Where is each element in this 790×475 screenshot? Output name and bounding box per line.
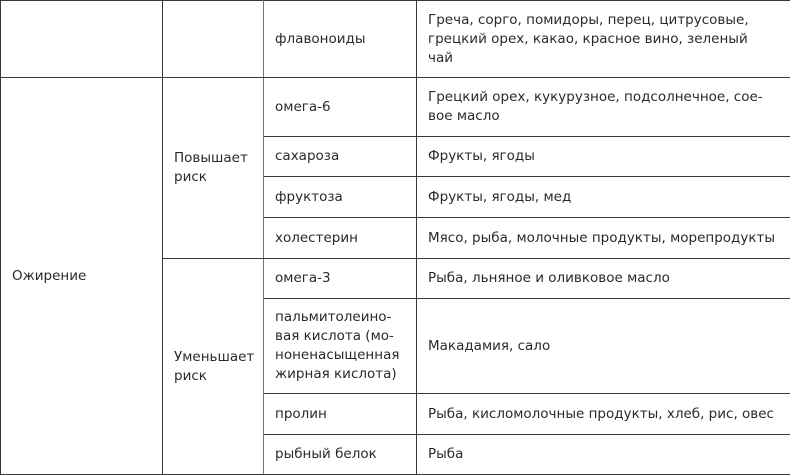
effect-cell-increase: [163, 78, 264, 259]
substance-label: омега-3: [275, 270, 331, 286]
substance-label: холестерин: [275, 229, 358, 246]
substance-label: сахароза: [275, 148, 340, 164]
substance-cell: [264, 78, 417, 137]
sources-line: Греча, сорго, помидоры, перец, цитрусовые,: [428, 11, 749, 28]
table-row: [1, 1, 790, 78]
sources-cell: [417, 259, 790, 299]
condition-cell-empty: [1, 1, 163, 78]
substance-cell: [264, 137, 417, 177]
effect-line: риск: [174, 367, 207, 384]
sources-cell: [417, 78, 790, 137]
sources-text: Рыба: [428, 446, 464, 462]
substance-cell: [264, 435, 417, 475]
condition-cell: [1, 78, 163, 475]
sources-cell: [417, 299, 790, 394]
sources-text: Макадамия, сало: [428, 337, 551, 354]
sources-cell: [417, 394, 790, 435]
sources-cell: [417, 177, 790, 218]
sources-cell: [417, 435, 790, 475]
sources-line: Грецкий орех, кукурузное, подсолнечное, сое-: [428, 89, 763, 105]
substance-cell: [264, 299, 417, 394]
sources-text: Фрукты, ягоды, мед: [428, 188, 572, 205]
sources-text: Фрукты, ягоды: [428, 148, 535, 164]
substance-cell: [264, 394, 417, 435]
condition-label: Ожирение: [12, 267, 87, 284]
substance-label: рыбный белок: [275, 446, 377, 462]
substance-label: флавоноиды: [275, 30, 366, 47]
effect-cell-empty: [163, 1, 264, 78]
sources-line: чай: [428, 49, 454, 66]
substance-line: жирная кислота): [275, 366, 397, 382]
sources-text: Мясо, рыба, молочные продукты, морепродукты: [428, 229, 776, 246]
effect-line: риск: [174, 169, 207, 185]
sources-cell: [417, 137, 790, 177]
substance-line: ноненасыщенная: [275, 347, 400, 363]
effect-line: Повышает: [174, 150, 248, 166]
sources-cell: [417, 218, 790, 259]
effect-cell-decrease: [163, 259, 264, 475]
substance-cell: [264, 1, 417, 78]
sources-line: вое масло: [428, 108, 500, 124]
substance-line: пальмитолеино-: [275, 309, 392, 325]
substance-cell: [264, 177, 417, 218]
effect-line: Уменьшает: [174, 348, 255, 365]
substance-cell: [264, 259, 417, 299]
substance-cell: [264, 218, 417, 259]
substance-line: вая кислота (мо-: [275, 328, 394, 344]
sources-cell: [417, 1, 790, 78]
sources-line: грецкий орех, какао, красное вино, зеленый: [428, 30, 748, 47]
table-row: [1, 78, 790, 137]
substance-label: фруктоза: [275, 188, 343, 205]
substance-label: омега-6: [275, 98, 331, 115]
sources-text: Рыба, льняное и оливковое масло: [428, 270, 670, 286]
substance-label: пролин: [275, 405, 327, 422]
sources-text: Рыба, кисломолочные продукты, хлеб, рис, овес: [428, 405, 774, 422]
